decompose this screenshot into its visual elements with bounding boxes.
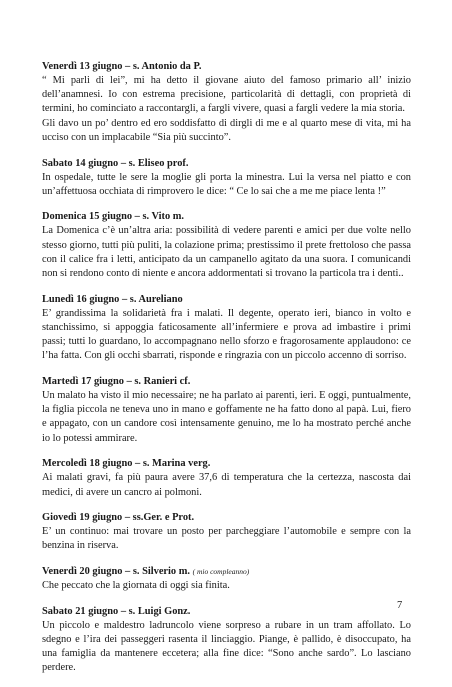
diary-entry [42,210,411,281]
entry-paragraph: Che peccato che la giornata di oggi sia finita. [42,580,230,592]
entry-paragraph: Un malato ha visto il mio necessaire; ne ha parlato ai parenti, ieri. E oggi, puntualmente, la figlia piccola ne teneva uno in mano e goffamente ne ha fatto dono al papà. Lui, fiero e appagato, con un candore così intensamente genuino, me lo ha mostrato perché anche io lo potessi ammirare. [42,390,411,444]
entry-date: Venerdì 13 giugno – s. Antonio da P. [42,61,202,72]
entry-paragraph: “ Mi parli di lei”, mi ha detto il giovane aiuto del famoso primario all’ inizio dell’anamnesi. Io con estrema precisione, particolarità di dettagli, con proprietà di termini, ho cominciato a raccontargli, a fargli vivere, quasi a fargli vedere la mia storia. [42,75,411,115]
diary-entry [42,511,411,553]
diary-entry [42,375,411,446]
entry-date: Martedì 17 giugno – s. Ranieri cf. [42,376,191,388]
entry-paragraph: E’ grandissima la solidarietà fra i malati. Il degente, operato ieri, bianco in volto e stanchissimo, si appoggia faticosamente all’infermiere e prova ad imbastire i primi passi; tutti lo guardano, lo accompagnano nello sforzo e fragorosamente applaudono: ce l’ha fatta. Con gli occhi sbarrati, risponde e ringrazia con un piccolo accenno di sorriso. [42,307,411,362]
entry-date: Domenica 15 giugno – s. Vito m. [42,211,185,223]
entry-date: Mercoledì 18 giugno – s. Marina verg. [42,458,211,470]
diary-entry [42,605,411,676]
entry-heading [42,565,411,579]
entry-date: Giovedì 19 giugno – ss.Ger. e Prot. [42,512,195,524]
entry-heading [42,293,411,307]
diary-entry [42,565,411,593]
entry-heading [42,605,411,619]
diary-content [42,60,411,687]
diary-entry [42,157,411,199]
entry-paragraph: La Domenica c’è un’altra aria: possibilità di vedere parenti e amici per due volte nello stesso giorno, tutti più puliti, la colazione prima; prestissimo il prete frettoloso che passa con il calice fra i letti, anticipato da un campanello agitato da una suora. I comunicandi non si rendono conto di niente e ancora addormentati si trovano la particola tra i denti.. [42,225,411,280]
entry-paragraph: In ospedale, tutte le sere la moglie gli porta la minestra. Lui la versa nel piatto e con un’affettuosa occhiata di rimprovero le dice: “ Ce lo sai che a me me piace lenta !” [42,171,411,197]
page-number: 7 [397,600,403,611]
entry-heading [42,457,411,471]
entry-date: Lunedì 16 giugno – s. Aureliano [42,293,183,305]
diary-entry [42,457,411,499]
entry-heading [42,511,411,525]
entry-heading [42,375,411,389]
entry-date: Venerdì 20 giugno – s. Silverio m. [42,566,190,578]
entry-note: ( mio compleanno) [192,567,250,577]
diary-entry [42,293,411,364]
entry-heading [42,157,411,171]
entry-heading [42,210,411,224]
entry-date: Sabato 14 giugno – s. Eliseo prof. [42,157,189,169]
entry-paragraph: Ai malati gravi, fa più paura avere 37,6 di temperatura che la certezza, nascosta dai medici, di avere un cancro ai polmoni. [42,472,411,498]
diary-entry [42,60,411,145]
entry-heading [42,60,411,74]
entry-paragraph: Gli davo un po’ dentro ed ero soddisfatto di dirgli di me e al quarto mese di vita, mi ha ucciso con un implacabile “Sia più succinto”. [42,117,411,143]
entry-date: Sabato 21 giugno – s. Luigi Gonz. [42,605,191,617]
entry-paragraph: Un piccolo e maldestro ladruncolo viene sorpreso a rubare in un tram affollato. Lo sdegno e l’ira dei passeggeri rasenta il linciaggio. Piange, è pallido, è disoccupato, ha una famiglia da mantenere eccetera; alla fine dice: “Sono anche sardo”. Lo lasciano perdere. [42,619,411,674]
entry-paragraph: E’ un continuo: mai trovare un posto per parcheggiare l’automobile e sempre con la benzina in riserva. [42,526,411,552]
